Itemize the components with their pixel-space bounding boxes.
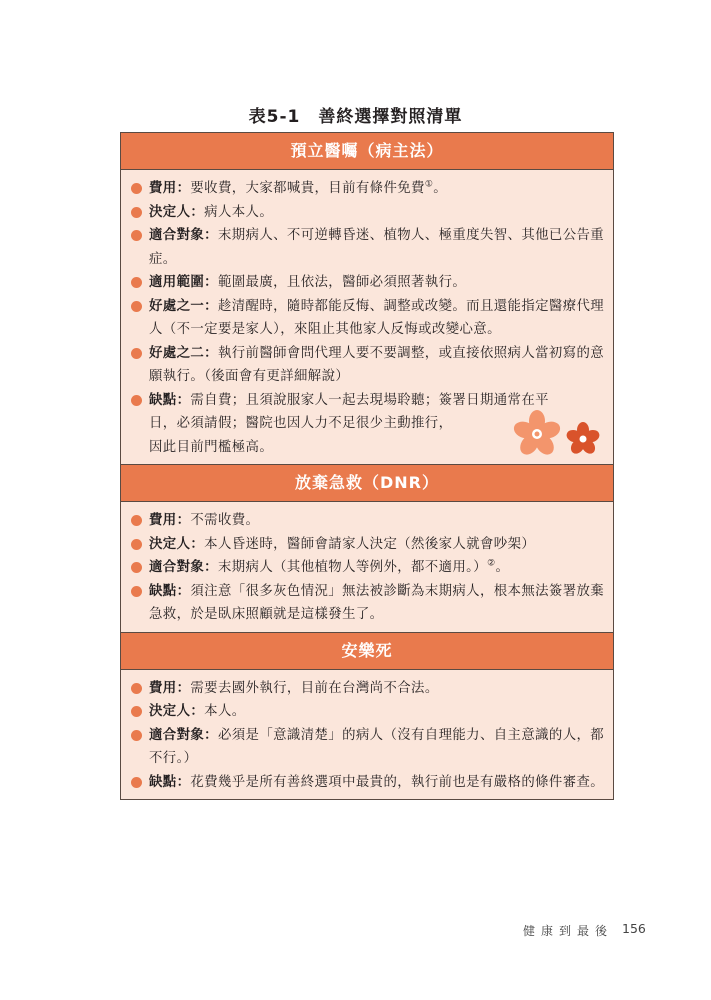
page-number: 156 xyxy=(622,921,646,936)
bullet-icon xyxy=(131,230,142,241)
list-item: 缺點：須注意「很多灰色情況」無法被診斷為末期病人，根本無法簽署放棄急救，於是臥床照顧就是這樣發生了。 xyxy=(131,580,605,627)
list-item: 適合對象：末期病人（其他植物人等例外，都不適用。）②。 xyxy=(131,556,605,580)
list-item: 費用：不需收費。 xyxy=(131,509,605,533)
bullet-icon xyxy=(131,515,142,526)
bullet-icon xyxy=(131,539,142,550)
section-heading-euthanasia: 安樂死 xyxy=(121,632,613,670)
bullet-icon xyxy=(131,706,142,717)
list-item: 決定人：病人本人。 xyxy=(131,201,605,225)
flower-decoration-icon xyxy=(507,410,607,460)
bullet-icon xyxy=(131,277,142,288)
section-body-euthanasia xyxy=(121,670,613,800)
bullet-icon xyxy=(131,395,142,406)
bullet-icon xyxy=(131,730,142,741)
bullet-icon xyxy=(131,777,142,788)
bullet-icon xyxy=(131,683,142,694)
footnote-marker: ① xyxy=(424,179,434,190)
bullet-icon xyxy=(131,207,142,218)
bullet-icon xyxy=(131,586,142,597)
section-body-dnr xyxy=(121,502,613,632)
list-item: 費用：要收費，大家都喊貴，目前有條件免費①。 xyxy=(131,177,605,201)
list-item: 適合對象：末期病人、不可逆轉昏迷、植物人、極重度失智、其他已公告重症。 xyxy=(131,224,605,271)
list-item: 好處之一：趁清醒時，隨時都能反悔、調整或改變。而且還能指定醫療代理人（不一定要是家人），來阻止其他家人反悔或改變心意。 xyxy=(131,295,605,342)
list-item: 適合對象：必須是「意識清楚」的病人（沒有自理能力、自主意識的人，都不行。） xyxy=(131,724,605,771)
list-item: 好處之二：執行前醫師會問代理人要不要調整，或直接依照病人當初寫的意願執行。（後面會有更詳細解說） xyxy=(131,342,605,389)
list-item: 費用：需要去國外執行，目前在台灣尚不合法。 xyxy=(131,677,605,701)
section-heading-dnr: 放棄急救（DNR） xyxy=(121,464,613,502)
comparison-table xyxy=(120,132,614,800)
table-title: 表5-1 善終選擇對照清單 xyxy=(248,107,463,127)
footnote-marker: ② xyxy=(487,558,496,569)
list-item: 決定人：本人。 xyxy=(131,700,605,724)
section-heading-advance-directive: 預立醫囑（病主法） xyxy=(121,133,613,170)
list-item: 適用範圍：範圍最廣，且依法，醫師必須照著執行。 xyxy=(131,271,605,295)
running-footer-book-title: 健康到最後 xyxy=(522,924,613,938)
section-body-advance-directive xyxy=(121,170,613,464)
bullet-icon xyxy=(131,301,142,312)
bullet-icon xyxy=(131,562,142,573)
list-item: 缺點：需自費；且須說服家人一起去現場聆聽；簽署日期通常在平日，必須請假；醫院也因人力不足很少主動推行， 因此目前門檻極高。 xyxy=(131,389,605,460)
bullet-icon xyxy=(131,183,142,194)
list-item: 缺點：花費幾乎是所有善終選項中最貴的，執行前也是有嚴格的條件審查。 xyxy=(131,771,605,795)
list-item: 決定人：本人昏迷時，醫師會請家人決定（然後家人就會吵架） xyxy=(131,533,605,557)
bullet-icon xyxy=(131,348,142,359)
